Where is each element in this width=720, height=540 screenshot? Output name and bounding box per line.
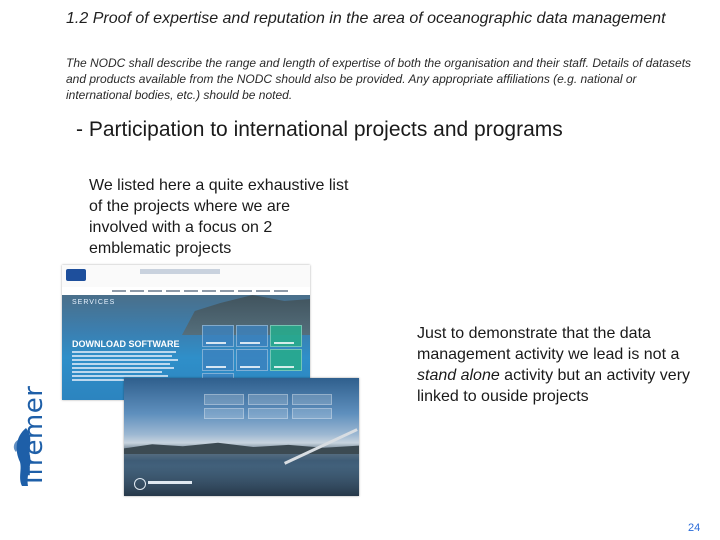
photo-caption-logo-icon [134, 478, 146, 490]
brand-wordmark: Ifremer [19, 385, 49, 484]
service-tile [236, 325, 268, 347]
service-tile [202, 325, 234, 347]
service-tile [236, 349, 268, 371]
paragraph-demonstrate-end: activity but an activity very linked to ouside projects [417, 367, 691, 405]
paragraph-demonstrate-start: Just to demonstrate that the data management activity we lead is not a [417, 325, 680, 363]
bullet-heading: - Participation to international projects and programs [76, 118, 563, 141]
photo-caption-placeholder [148, 481, 192, 484]
website-header [62, 265, 310, 287]
slide-heading: 1.2 Proof of expertise and reputation in the area of oceanographic data management [66, 10, 666, 27]
page-number: 24 [688, 522, 701, 534]
slide-intro: The NODC shall describe the range and length of expertise of both the organisation and their staff. Details of datasets and products available from the NODC should also be provided. Any appropriate affiliations (e.g. national or international bodies, etc.) should be noted. [66, 56, 692, 102]
photo-nav [124, 392, 359, 406]
sea-photo-screenshot [124, 378, 359, 496]
service-tile [270, 349, 302, 371]
website-title-placeholder [140, 269, 220, 274]
service-tile [270, 325, 302, 347]
paragraph-demonstrate-emphasis: stand alone [417, 367, 500, 384]
service-tile [202, 349, 234, 371]
paragraph-projects: We listed here a quite exhaustive list of the projects where we are involved with a focus on 2 emblematic projects [89, 177, 349, 257]
paragraph-demonstrate [417, 323, 697, 407]
website-logo-icon [66, 269, 86, 281]
website-feature-title: DOWNLOAD SOFTWARE [72, 339, 180, 349]
website-section-label: SERVICES [72, 299, 116, 306]
